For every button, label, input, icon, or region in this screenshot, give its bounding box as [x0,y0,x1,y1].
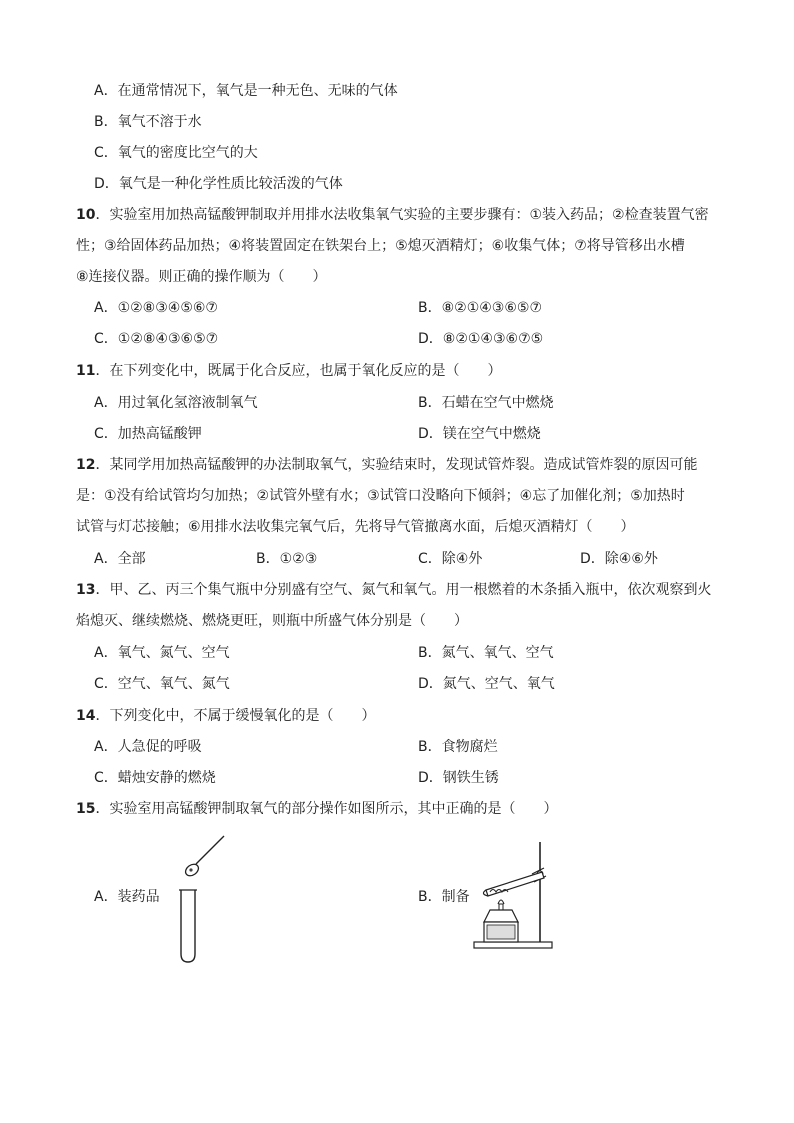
q15-stem [76,799,557,819]
block-inner [487,925,515,939]
q12-option-c: C．除④外 [418,551,483,567]
q12-stem-line-1 [76,455,697,475]
q13-option-c: C．空气、氧气、氮气 [94,676,230,692]
q15-option-a: A．装药品 [94,889,160,905]
q14-option-a: A．人急促的呼吸 [94,739,202,755]
q11-option-d: D．镁在空气中燃烧 [418,426,541,442]
q11-option-c: C．加热高锰酸钾 [94,426,202,442]
q10-option-d: D．⑧②①④③⑥⑦⑤ [418,331,544,347]
q12-number: 12 [76,457,96,473]
q13-number: 13 [76,582,96,598]
q14-option-c: C．蜡烛安静的燃烧 [94,770,216,786]
lamp-body [484,910,518,922]
q9-option-d: D．氧气是一种化学性质比较活泼的气体 [94,176,343,192]
q12-option-b: B．①②③ [256,551,318,567]
q10-stem-line-3: ⑧连接仪器。则正确的操作顺为（ ） [76,269,327,285]
powder-dot [189,868,192,871]
tilted-tube [486,872,544,896]
heating-apparatus-figure [472,838,562,950]
stand-base [474,942,552,948]
q12-option-a: A．全部 [94,551,146,567]
q9-option-c: C．氧气的密度比空气的大 [94,145,258,161]
q14-option-d: D．钢铁生锈 [418,770,499,786]
q10-option-c: C．①②⑧④③⑥⑤⑦ [94,331,219,347]
q13-option-b: B．氮气、氧气、空气 [418,645,554,661]
q13-option-d: D．氮气、空气、氧气 [418,676,555,692]
spoon-handle [196,836,224,864]
q13-stem-line-2: 焰熄灭、继续燃烧、燃烧更旺，则瓶中所盛气体分别是（ ） [76,613,468,629]
q14-option-b: B．食物腐烂 [418,739,498,755]
q14-text: ．下列变化中，不属于缓慢氧化的是（ ） [95,708,376,724]
q10-option-b: B．⑧②①④③⑥⑤⑦ [418,300,543,316]
q15-number: 15 [76,801,96,817]
q12-text-1: ．某同学用加热高锰酸钾的办法制取氧气，实验结束时，发现试管炸裂。造成试管炸裂的原因可能 [95,457,698,473]
q9-option-b: B．氧气不溶于水 [94,114,202,130]
q14-stem [76,706,375,726]
q11-stem [76,361,501,381]
q13-text-1: ．甲、乙、丙三个集气瓶中分别盛有空气、氮气和氧气。用一根燃着的木条插入瓶中，依次观察到火 [95,582,712,598]
lamp-wick [499,904,503,910]
q13-stem-line-1 [76,580,711,600]
q10-number: 10 [76,207,96,223]
q11-number: 11 [76,363,96,379]
q11-option-b: B．石蜡在空气中燃烧 [418,395,554,411]
q15-text: ．实验室用高锰酸钾制取氧气的部分操作如图所示，其中正确的是（ ） [95,801,558,817]
q10-stem-line-2: 性；③给固体药品加热；④将装置固定在铁架台上；⑤熄灭酒精灯；⑥收集气体；⑦将导管移出水槽 [76,238,685,254]
test-tube-spoon-figure [176,832,228,964]
flame [498,900,504,904]
q12-option-d: D．除④⑥外 [580,551,658,567]
q15-option-b: B．制备 [418,889,470,905]
q11-text: ．在下列变化中，既属于化合反应，也属于氧化反应的是（ ） [95,363,502,379]
test-tube-body [181,890,195,962]
q10-text-1: ．实验室用加热高锰酸钾制取并用排水法收集氧气实验的主要步骤有：①装入药品；②检查装置气密 [95,207,709,223]
q10-stem-line-1 [76,205,709,225]
q10-option-a: A．①②⑧③④⑤⑥⑦ [94,300,218,316]
q11-option-a: A．用过氧化氢溶液制氧气 [94,395,258,411]
q12-stem-line-2: 是：①没有给试管均匀加热；②试管外壁有水；③试管口没略向下倾斜；④忘了加催化剂；⑤加热时 [76,488,685,504]
q13-option-a: A．氧气、氮气、空气 [94,645,230,661]
q14-number: 14 [76,708,96,724]
q9-option-a: A．在通常情况下，氧气是一种无色、无味的气体 [94,83,398,99]
q12-stem-line-3: 试管与灯芯接触；⑥用排水法收集完氧气后，先将导气管撤离水面，后熄灭酒精灯（ ） [76,519,635,535]
